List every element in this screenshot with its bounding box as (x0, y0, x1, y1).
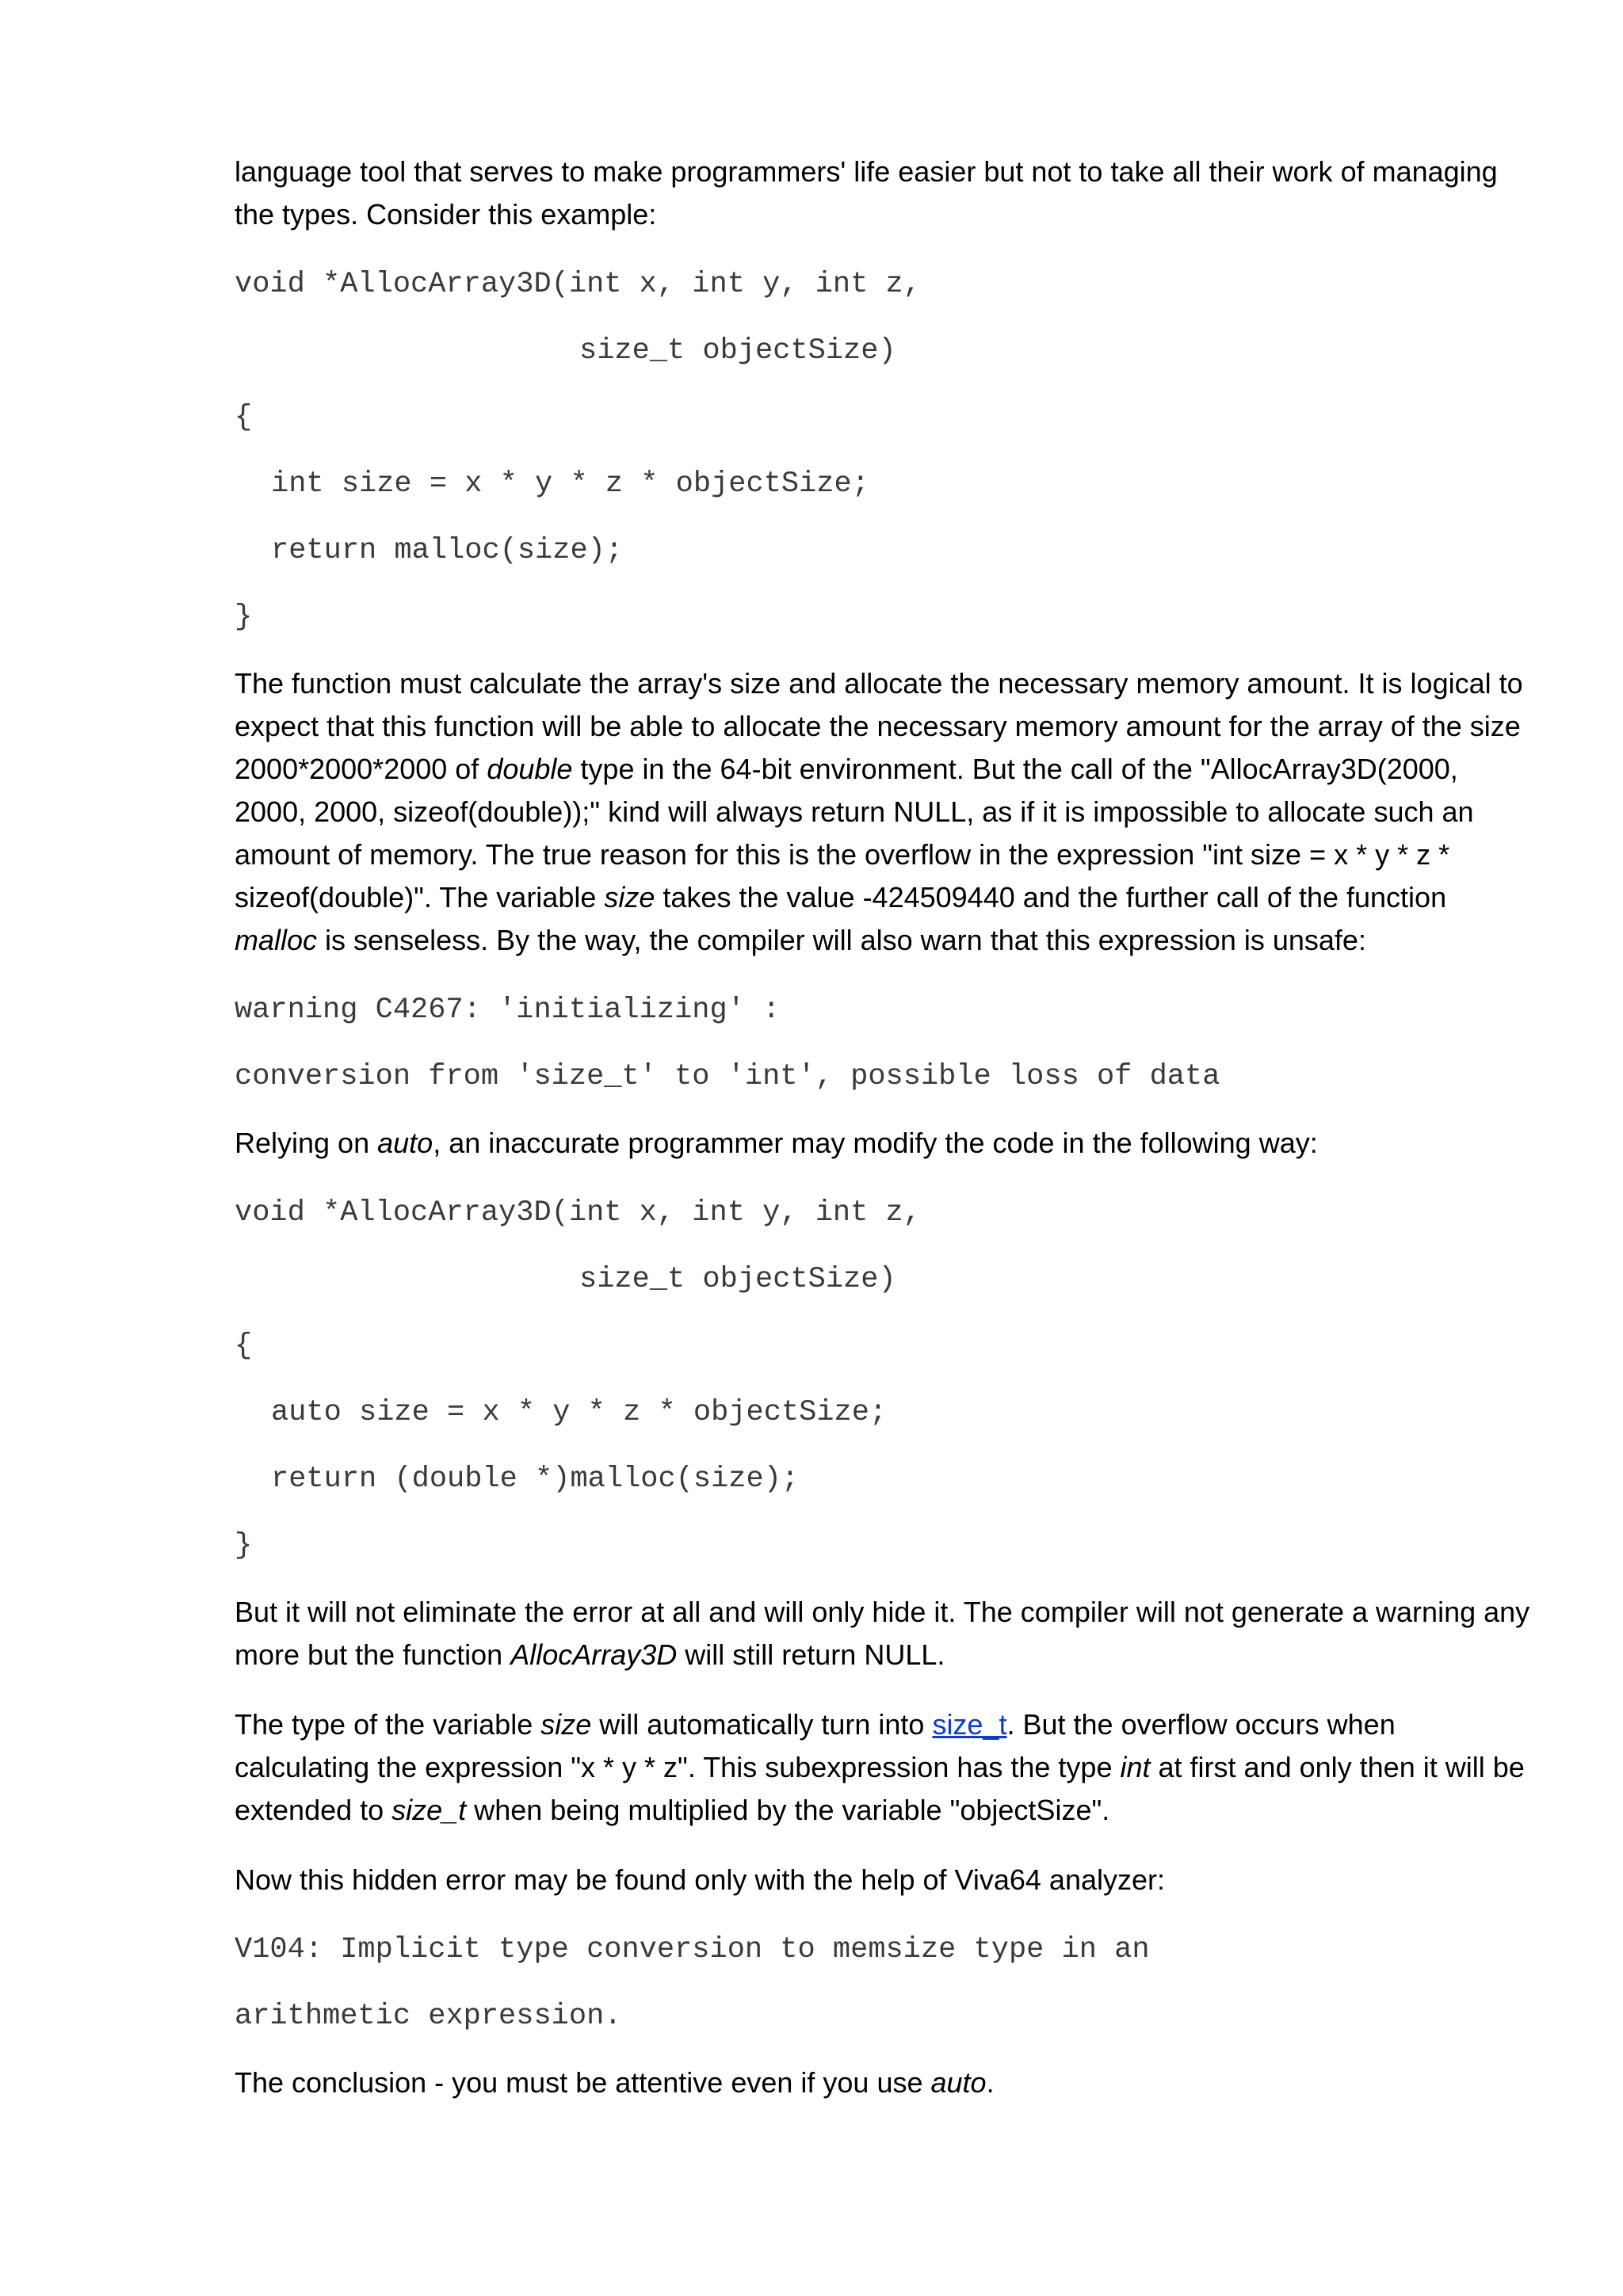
analyzer-line: V104: Implicit type conversion to memsize type in an (235, 1933, 1150, 1966)
italic-text: int (1120, 1751, 1151, 1783)
size-t-link[interactable]: size_t (932, 1708, 1007, 1741)
italic-text: size (540, 1708, 592, 1741)
paragraph-explanation (235, 662, 1534, 962)
text-run: The function must calculate the array's size and allocate the necessary memory amount. It is logical to expect that this function will be able to allocate the necessary memory amount for the array of the size 2000*2000*2000 of (235, 667, 1523, 785)
text-run: . But the overflow occurs when calculating the expression "x * y * z". This subexpression has the type (235, 1708, 1396, 1783)
code-line: } (235, 1529, 253, 1562)
italic-text: auto (377, 1127, 433, 1159)
code-line: size_t objectSize) (579, 1263, 896, 1296)
italic-text: size (604, 881, 655, 913)
code-line: void *AllocArray3D(int x, int y, int z, (235, 1196, 921, 1230)
code-line: } (235, 601, 253, 634)
paragraph-conclusion (235, 2061, 1534, 2104)
code-line: void *AllocArray3D(int x, int y, int z, (235, 268, 921, 301)
text-run: will automatically turn into (591, 1708, 933, 1741)
paragraph-intro: language tool that serves to make programmers' life easier but not to take all their work of managing the types. Consider this example: (235, 155, 1498, 231)
code-line: { (235, 401, 253, 434)
code-line: auto size = x * y * z * objectSize; (271, 1396, 888, 1429)
text-run: The type of the variable (235, 1708, 541, 1741)
paragraph-viva64: Now this hidden error may be found only with the help of Viva64 analyzer: (235, 1863, 1166, 1896)
text-run: But it will not eliminate the error at all and will only hide it. The compiler will not generate a warning any more but the function (235, 1596, 1530, 1671)
text-run: takes the value -424509440 and the further call of the function (655, 881, 1447, 913)
text-run: The conclusion - you must be attentive even if you use (235, 2066, 931, 2099)
text-run: Relying on (235, 1127, 378, 1159)
text-run: , an inaccurate programmer may modify the code in the following way: (433, 1127, 1318, 1159)
warning-line: conversion from 'size_t' to 'int', possible loss of data (235, 1060, 1220, 1093)
paragraph-size-t (235, 1703, 1534, 1832)
code-line: return malloc(size); (271, 534, 624, 567)
warning-line: warning C4267: 'initializing' : (235, 994, 781, 1027)
text-run: is senseless. By the way, the compiler will also warn that this expression is unsafe: (317, 924, 1366, 956)
text-run: when being multiplied by the variable "objectSize". (466, 1794, 1110, 1826)
italic-text: auto (930, 2066, 987, 2099)
italic-text: size_t (391, 1794, 467, 1826)
text-run: will still return NULL. (677, 1638, 945, 1671)
paragraph-auto (235, 1122, 1534, 1165)
text-run: at first and only then it will be extended to (235, 1751, 1525, 1826)
code-line: { (235, 1329, 253, 1363)
code-line: size_t objectSize) (579, 334, 896, 368)
document-page (235, 151, 1534, 2131)
text-run: type in the 64-bit environment. But the call of the "AllocArray3D(2000, 2000, 2000, sizeof(double));" kind will always return NULL, as if it is impossible to allocate such an amount of memory. The true reason for this is the overflow in the expression "int size = x * y * z * sizeof(double)". The variable (235, 753, 1474, 913)
code-line: int size = x * y * z * objectSize; (271, 467, 869, 501)
italic-text: malloc (235, 924, 318, 956)
italic-text: double (487, 753, 573, 785)
italic-text: AllocArray3D (510, 1638, 678, 1671)
code-line: return (double *)malloc(size); (271, 1463, 800, 1496)
analyzer-line: arithmetic expression. (235, 2000, 622, 2033)
paragraph-hidden-error (235, 1591, 1534, 1676)
text-run: . (986, 2066, 995, 2099)
